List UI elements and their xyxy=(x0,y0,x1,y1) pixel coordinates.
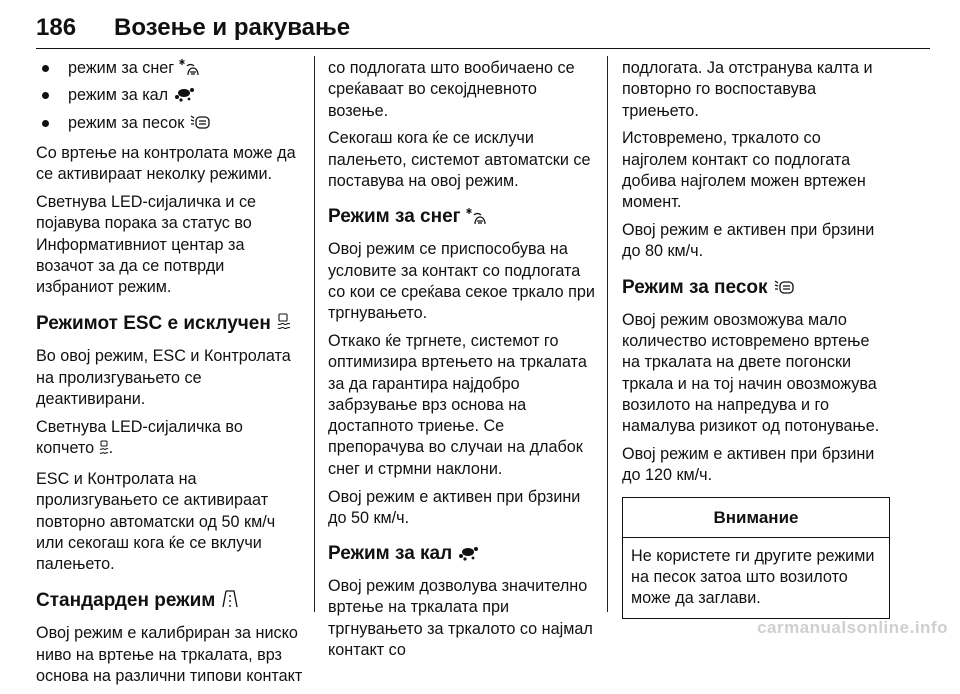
sand-mode-icon xyxy=(773,278,795,302)
page-number: 186 xyxy=(36,14,77,41)
esc-off-icon xyxy=(99,440,109,462)
page-header xyxy=(36,4,930,44)
page-title: Возење и ракување xyxy=(114,14,351,41)
paragraph: Овој режим е калибриран за ниско ниво на вртење на тркалата, врз основа на различни типови контакт xyxy=(36,624,303,686)
column-1 xyxy=(36,58,304,694)
paragraph: Откако ќе тргнете, системот го оптимизира вртењето на тркалата за да гарантира најдобро забрзување врз основа на достапното триење. Се препорачува во случаи на длабок снег и стрмни наклони. xyxy=(328,331,587,478)
column-divider xyxy=(314,56,315,612)
list-item xyxy=(36,113,304,137)
mud-mode-icon xyxy=(173,85,195,109)
paragraph: Светнува LED-сијаличка во копчето . xyxy=(36,417,304,463)
sand-mode-icon xyxy=(189,113,211,137)
paragraph: подлогата. Ја отстранува калта и повторно го воспоставува триењето. xyxy=(622,59,873,120)
header-rule xyxy=(36,48,930,49)
paragraph: Со вртење на контролата може да се активираат неколку режими. xyxy=(36,143,296,184)
column-divider xyxy=(607,56,608,612)
snow-mode-icon xyxy=(466,207,486,231)
section-heading-standard: Стандарден режим xyxy=(36,589,304,615)
paragraph: Овој режим е активен при брзини до 120 км/ч. xyxy=(622,444,875,485)
snow-mode-icon xyxy=(179,58,199,82)
paragraph: со подлогата што вообичаено се среќаваат во секојдневното возење. xyxy=(328,59,575,120)
bullet-label-sand: режим за песок xyxy=(68,113,185,132)
list-item xyxy=(36,85,304,109)
warning-box xyxy=(622,497,890,619)
section-heading-esc-off: Режимот ESC е исклучен xyxy=(36,312,304,338)
paragraph: Овој режим е активен при брзини до 80 км/ч. xyxy=(622,221,875,261)
paragraph: Овој режим овозможува мало количество истовремено вртење на тркалата на двете погонски тркала и на тој начин овозможува возилото на напредува и го намалува ризикот од потонување. xyxy=(622,310,880,436)
bullet-icon xyxy=(42,92,49,99)
paragraph: Светнува LED-сијаличка и се појавува порака за статус во Информативниот центар за возачот за да се потврди избраниот режим. xyxy=(36,192,257,297)
mud-mode-icon xyxy=(457,544,479,568)
bullet-icon xyxy=(42,120,49,127)
bullet-label-snow: режим за снег xyxy=(68,59,175,77)
paragraph: ESC и Контролата на пролизгувањето се активираат повторно автоматски од 50 км/ч или секогаш кога ќе се вклучи палењето. xyxy=(36,469,276,574)
section-heading-mud: Режим за кал xyxy=(328,543,596,568)
esc-off-icon xyxy=(276,312,290,338)
paragraph: Секогаш кога ќе се исклучи палењето, системот автоматски се поставува на овој режим. xyxy=(328,129,591,190)
bullet-label-mud: режим за кал xyxy=(68,86,169,105)
section-heading-sand: Режим за песок xyxy=(622,277,890,302)
paragraph: Истовремено, тркалото со најголем контакт со подлогата добива најголем можен вртежен момент. xyxy=(622,129,866,212)
warning-title: Внимание xyxy=(623,498,889,538)
column-3 xyxy=(622,58,890,619)
column-2 xyxy=(328,58,596,668)
section-heading-snow: Режим за снег xyxy=(328,206,596,231)
paragraph: Овој режим дозволува значително вртење на тркалата при тргнувањето за тркалото со најмал контакт со xyxy=(328,577,593,660)
paragraph: Овој режим е активен при брзини до 50 км/ч. xyxy=(328,487,581,527)
list-item xyxy=(36,58,304,82)
watermark: carmanualsonline.info xyxy=(757,618,948,637)
paragraph: Во овој режим, ESC и Контролата на пролизгувањето се деактивирани. xyxy=(36,347,291,409)
warning-text: Не користете ги другите режими на песок затоа што возилото може да заглави. xyxy=(631,546,875,608)
paragraph: Овој режим се приспособува на условите за контакт со подлогата со кои се среќава секое тркало при тргнувањето. xyxy=(328,240,595,323)
standard-mode-icon xyxy=(221,589,239,615)
bullet-icon xyxy=(42,65,49,72)
